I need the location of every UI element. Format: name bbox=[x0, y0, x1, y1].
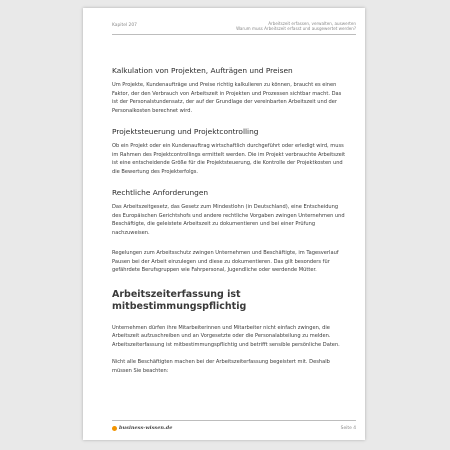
section-heading: Rechtliche Anforderungen bbox=[112, 188, 209, 197]
page-content bbox=[112, 66, 346, 381]
section-body: Ob ein Projekt oder ein Kundenauftrag wirtschaftlich durchgeführt oder erledigt wird, muss im Rahmen des Projektcontrollings ermittelt werden. Die im Projekt verbrauchte Arbeitszeit ist eine entscheidende Größe für die Projektsteuerung, die Kontrolle der Projektkosten und die Bewertung des Projekterfolgs. bbox=[112, 143, 346, 175]
footer-logo[interactable] bbox=[112, 424, 172, 432]
running-header-line-1: Arbeitszeit erfassen, verwalten, auswerten bbox=[268, 21, 356, 26]
section-body: Um Projekte, Kundenaufträge und Preise richtig kalkulieren zu können, braucht es einen Faktor, der den Verbrauch von Arbeitszeit in Projekten und Prozessen sichtbar macht. Das ist der Personalstundensatz, der auf der Grundlage der vereinbarten Arbeitszeit und der Personalkosten berechnet wird. bbox=[112, 82, 342, 114]
chapter-label: Kapitel 207 bbox=[112, 23, 137, 28]
section-heading: Kalkulation von Projekten, Aufträgen und Preisen bbox=[112, 66, 293, 75]
section-rechtliche-anforderungen bbox=[112, 188, 346, 237]
section-heading: Projektsteuerung und Projektcontrolling bbox=[112, 127, 259, 136]
paragraph-mitbestimmung: Unternehmen dürfen ihre Mitarbeiterinnen und Mitarbeiter nicht einfach zwingen, die Arbeitszeit aufzuschreiben und an Vorgesetzte oder die Personalabteilung zu melden. Arbeitszeiterfassung ist mitbestimmungspflichtig und betrifft sensible persönliche Daten. bbox=[112, 324, 340, 348]
paragraph-closing: Nicht alle Beschäftigten machen bei der Arbeitszeiterfassung begeistert mit. Deshalb müssen Sie beachten: bbox=[112, 359, 330, 374]
document-page bbox=[83, 8, 365, 440]
running-header-line-2: Warum muss Arbeitszeit erfasst und ausgewertet werden? bbox=[236, 26, 356, 32]
section-body: Das Arbeitszeitgesetz, das Gesetz zum Mindestlohn (in Deutschland), eine Entscheidung des Europäischen Gerichtshofs und andere rechtliche Vorgaben zwingen Unternehmen und Beschäftigte, die geleistete Arbeitszeit zu dokumentieren und bei einer Prüfung nachzuweisen. bbox=[112, 204, 345, 236]
section-kalkulation bbox=[112, 66, 346, 115]
running-header bbox=[206, 21, 356, 31]
section-projektsteuerung bbox=[112, 127, 346, 176]
logo-text: business-wissen.de bbox=[119, 425, 173, 431]
footer-divider bbox=[112, 420, 356, 421]
page-number: Seite 4 bbox=[340, 426, 356, 431]
main-heading: Arbeitszeiterfassung ist mitbestimmungspflichtig bbox=[112, 288, 247, 312]
paragraph-arbeitsschutz: Regelungen zum Arbeitsschutz zwingen Unternehmen und Beschäftigte, im Tagesverlauf Pausen bei der Arbeit einzulegen und diese zu dokumentieren. Das gilt besonders für gefährdete Berufsgruppen wie Fahrpersonal, Jugendliche oder werdende Mütter. bbox=[112, 250, 339, 273]
logo-dot-icon bbox=[112, 426, 117, 431]
header-divider bbox=[112, 34, 356, 35]
